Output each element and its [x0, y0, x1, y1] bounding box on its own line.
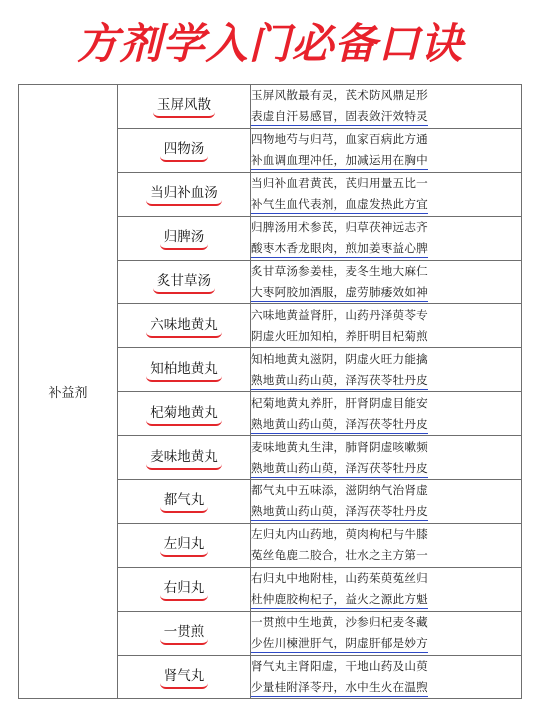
- verse-line-2: 菟丝龟鹿二胶合，壮水之主方第一: [251, 548, 428, 563]
- formula-name-cell: [118, 611, 251, 655]
- verse-cell: [251, 436, 522, 480]
- verse-line-1: 当归补血君黄芪，芪归用量五比一: [251, 176, 428, 191]
- formula-name: 四物汤: [160, 140, 209, 162]
- formula-name-cell: [118, 348, 251, 392]
- verse-line-2: 熟地黄山药山萸，泽泻茯苓牡丹皮: [251, 372, 428, 390]
- verse-line-1: 肾气丸主肾阳虚，干地山药及山萸: [251, 659, 428, 674]
- formula-name: 肾气丸: [160, 667, 209, 689]
- formula-name: 六味地黄丸: [146, 316, 222, 338]
- verse-line-2: 酸枣木香龙眼肉，煎加姜枣益心脾: [251, 240, 428, 258]
- formula-name: 麦味地黄丸: [146, 448, 222, 470]
- formula-name: 都气丸: [160, 491, 209, 513]
- formula-table: [18, 84, 522, 699]
- formula-name-cell: [118, 392, 251, 436]
- verse-cell: [251, 348, 522, 392]
- verse-line-1: 都气丸中五味添，滋阴纳气治肾虚: [251, 483, 428, 498]
- formula-name-cell: [118, 304, 251, 348]
- verse-line-2: 杜仲鹿胶枸杞子，益火之源此方魁: [251, 591, 428, 609]
- verse-line-2: 补气生血代表剂，血虚发热此方宜: [251, 196, 428, 214]
- formula-name: 知柏地黄丸: [146, 360, 222, 382]
- verse-line-2: 熟地黄山药山萸，泽泻茯苓牡丹皮: [251, 503, 428, 521]
- verse-line-2: 大枣阿胶加酒服，虚劳肺痿效如神: [251, 284, 428, 302]
- formula-name: 炙甘草汤: [153, 272, 215, 294]
- verse-line-1: 知柏地黄丸滋阴，阴虚火旺力能擒: [251, 351, 428, 366]
- formula-table-body: [19, 85, 522, 699]
- verse-line-2: 熟地黄山药山萸，泽泻茯苓牡丹皮: [251, 460, 428, 478]
- formula-row: [19, 85, 522, 129]
- category-cell: 补益剂: [19, 85, 118, 699]
- verse-line-2: 表虚自汗易感冒，固表敛汗效特灵: [251, 108, 428, 126]
- verse-line-1: 杞菊地黄丸养肝，肝肾阴虚目能安: [251, 395, 428, 410]
- verse-line-1: 左归丸内山药地，萸肉枸杞与牛膝: [251, 527, 428, 542]
- verse-cell: [251, 611, 522, 655]
- formula-name-cell: [118, 172, 251, 216]
- verse-cell: [251, 523, 522, 567]
- verse-line-1: 玉屏风散最有灵，芪术防风鼎足形: [251, 88, 428, 103]
- verse-cell: [251, 480, 522, 524]
- formula-name: 归脾汤: [160, 228, 209, 250]
- verse-line-2: 少佐川楝泄肝气，阴虚肝郁是妙方: [251, 635, 428, 653]
- verse-line-1: 炙甘草汤参姜桂，麦冬生地大麻仁: [251, 264, 428, 278]
- formula-name: 当归补血汤: [146, 184, 222, 206]
- formula-name-cell: [118, 655, 251, 699]
- verse-line-1: 右归丸中地附桂，山药茱萸菟丝归: [251, 571, 428, 586]
- verse-cell: [251, 567, 522, 611]
- verse-line-2: 熟地黄山药山萸，泽泻茯苓牡丹皮: [251, 416, 428, 434]
- verse-line-1: 归脾汤用术参芪，归草茯神远志齐: [251, 220, 428, 235]
- verse-line-1: 一贯煎中生地黄，沙参归杞麦冬藏: [251, 615, 428, 630]
- verse-cell: [251, 655, 522, 699]
- verse-cell: [251, 128, 522, 172]
- formula-name-cell: [118, 128, 251, 172]
- formula-name: 杞菊地黄丸: [146, 404, 222, 426]
- verse-cell: [251, 216, 522, 260]
- formula-name-cell: [118, 260, 251, 304]
- formula-name-cell: [118, 567, 251, 611]
- verse-cell: [251, 85, 522, 129]
- formula-name-cell: [118, 216, 251, 260]
- verse-line-2: 少量桂附泽苓丹，水中生火在温煦: [251, 679, 428, 697]
- formula-name: 右归丸: [160, 579, 209, 601]
- verse-line-1: 麦味地黄丸生津，肺肾阴虚咳嗽频: [251, 439, 428, 454]
- page-title: 方剂学入门必备口诀: [76, 19, 464, 68]
- formula-name-cell: [118, 436, 251, 480]
- verse-line-1: 六味地黄益肾肝，山药丹泽萸苓专: [251, 307, 428, 322]
- verse-cell: [251, 392, 522, 436]
- formula-name: 一贯煎: [160, 623, 209, 645]
- formula-name: 左归丸: [160, 535, 209, 557]
- verse-cell: [251, 172, 522, 216]
- verse-cell: [251, 260, 522, 304]
- formula-name-cell: [118, 480, 251, 524]
- formula-name: 玉屏风散: [153, 96, 215, 118]
- verse-line-2: 补血调血理冲任，加减运用在胸中: [251, 152, 428, 170]
- verse-line-2: 阴虚火旺加知柏，养肝明目杞菊煎: [251, 328, 428, 343]
- verse-line-1: 四物地芍与归芎，血家百病此方通: [251, 132, 428, 147]
- formula-name-cell: [118, 523, 251, 567]
- verse-cell: [251, 304, 522, 348]
- formula-name-cell: [118, 85, 251, 129]
